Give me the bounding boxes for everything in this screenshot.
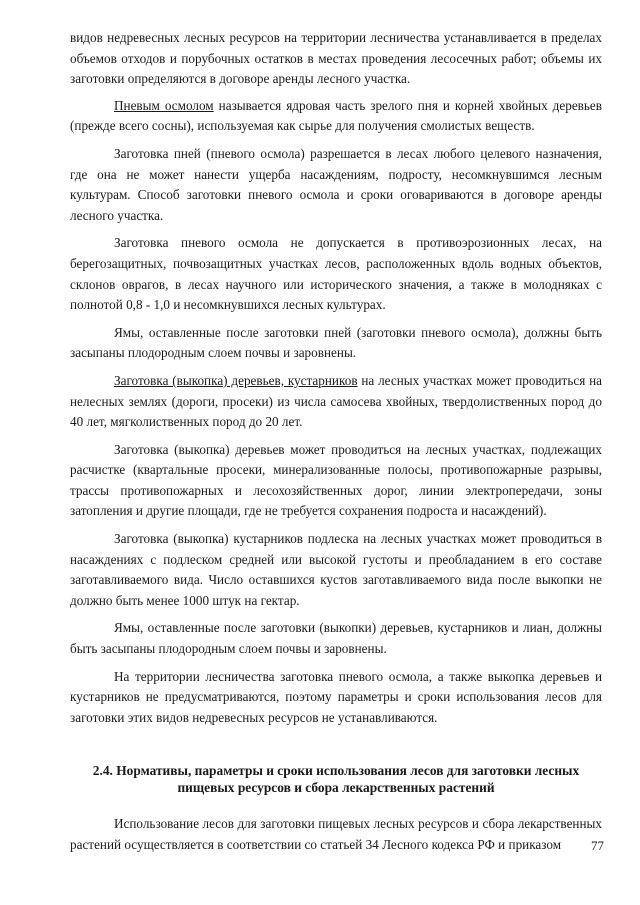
- paragraph-5: [70, 323, 602, 364]
- section-heading: [70, 762, 602, 796]
- term-pnevoy-osmol: Пневым осмолом: [114, 97, 214, 113]
- paragraph-8: [70, 529, 602, 611]
- paragraph-1-text: видов недревесных лесных ресурсов на территории лесничества устанавливается в пределах объемов отходов и порубочных остатков в местах проведения лесосечных работ; объемы их заготовки определяются в договоре аренды лесного участка.: [70, 30, 602, 87]
- paragraph-10-text: На территории лесничества заготовка пневого осмола, а также выкопка деревьев и кустарников не предусматриваются, поэтому параметры и сроки использования лесов для заготовки этих видов недревесных ресурсов не устанавливаются.: [70, 668, 602, 725]
- section-heading-line-2: пищевых ресурсов и сбора лекарственных растений: [177, 780, 495, 796]
- paragraph-3: [70, 144, 602, 226]
- paragraph-7: [70, 440, 602, 522]
- paragraph-9: [70, 618, 602, 659]
- page-number: 77: [591, 838, 604, 853]
- paragraph-2-text: называется ядровая часть зрелого пня и корней хвойных деревьев (прежде всего сосны), используемая как сырье для получения смолистых веществ.: [70, 97, 602, 134]
- paragraph-4: [70, 233, 602, 315]
- paragraph-10: [70, 667, 602, 729]
- paragraph-5-text: Ямы, оставленные после заготовки пней (заготовки пневого осмола), должны быть засыпаны плодородным слоем почвы и заровнены.: [70, 324, 602, 361]
- paragraph-9-text: Ямы, оставленные после заготовки (выкопки) деревьев, кустарников и лиан, должны быть засыпаны плодородным слоем почвы и заровнены.: [70, 620, 602, 657]
- paragraph-7-text: Заготовка (выкопка) деревьев может проводиться на лесных участках, подлежащих расчистке (квартальные просеки, минерализованные полосы, противопожарные разрывы, трассы противопожарных и лесохозяйственных дорог, линии электропередачи, зоны затопления и другие площади, где не требуется сохранения подроста и насаждений).: [70, 441, 602, 519]
- closing-paragraph-text: Использование лесов для заготовки пищевых лесных ресурсов и сбора лекарственных растений осуществляется в соответствии со статьей 34 Лесного кодекса РФ и приказом: [70, 816, 602, 852]
- paragraph-3-text: Заготовка пней (пневого осмола) разрешается в лесах любого целевого назначения, где она не может нанести ущерба насаждениям, подросту, несомкнувшимся лесным культурам. Способ заготовки пневого осмола и сроки оговариваются в договоре аренды лесного участка.: [70, 145, 602, 223]
- paragraph-8-text: Заготовка (выкопка) кустарников подлеска на лесных участках может проводиться в насаждениях с подлеском средней или высокой густоты и преобладанием в его составе заготавливаемого вида. Число оставшихся кустов заготавливаемого вида после выкопки не должно быть менее 1000 штук на гектар.: [70, 531, 602, 608]
- paragraph-2: [70, 96, 602, 137]
- paragraph-1: [70, 28, 602, 90]
- term-vykopka: Заготовка (выкопка) деревьев, кустарников: [114, 372, 358, 388]
- section-heading-line-1: 2.4. Нормативы, параметры и сроки использования лесов для заготовки лесных: [92, 763, 580, 779]
- paragraph-4-text: Заготовка пневого осмола не допускается в противоэрозионных лесах, на берегозащитных, почвозащитных участках лесов, расположенных вдоль водных объектов, склонов оврагов, в лесах научного или исторического значения, а также в молодняках с полнотой 0,8 - 1,0 и несомкнувшихся лесных культурах.: [70, 235, 602, 313]
- closing-paragraph: [70, 814, 602, 855]
- paragraph-6: [70, 371, 602, 433]
- paragraph-6-text: на лесных участках может проводиться на нелесных землях (дороги, просеки) из числа самосева хвойных, твердолиственных пород до 40 лет, мягколиственных пород до 20 лет.: [70, 372, 602, 430]
